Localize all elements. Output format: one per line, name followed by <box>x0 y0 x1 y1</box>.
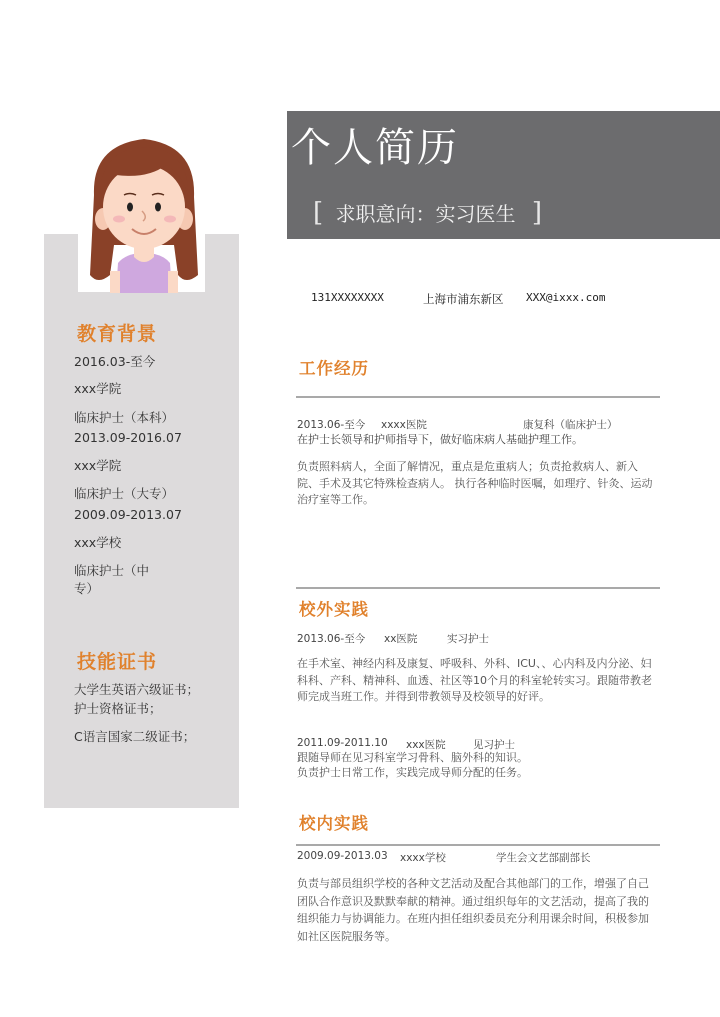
skill-item: C语言国家二级证书； <box>74 729 196 744</box>
education-title: 教育背景 <box>77 323 158 345</box>
external-role-1: 实习护士 <box>447 633 489 645</box>
skill-item: 护士资格证书； <box>74 701 162 716</box>
work-summary: 在护士长领导和护师指导下，做好临床病人基础护理工作。 <box>297 433 583 446</box>
work-date: 2013.06-至今 <box>297 419 366 431</box>
internal-details: 负责与部员组织学校的各种文艺活动及配合其他部门的工作，增强了自己团队合作意识及默默奉献的精神。通过组织每年的文艺活动，提高了我的组织能力与协调能力。在班内担任组织委员充分利用课余时间，积极参加如社区医院服务等。 <box>297 877 649 943</box>
work-title: 工作经历 <box>299 359 369 378</box>
external-line-1: 跟随导师在见习科室学习骨科、脑外科的知识。 <box>297 751 528 764</box>
education-school-3: xxx学校 <box>74 535 122 550</box>
education-date-1: 2016.03-至今 <box>74 354 156 369</box>
education-school-1: xxx学院 <box>74 381 122 396</box>
external-details-1: 在手术室、神经内科及康复、呼吸科、外科、ICU、、心内科及内分泌、妇科科、产科、精神科、血透、社区等10个月的科室轮转实习。跟随带教老师完成当班工作。并得到带教领导及校领导的好评。 <box>297 657 652 703</box>
page-title: 个人简历 <box>291 125 459 171</box>
avatar <box>86 135 202 293</box>
work-org: xxxx医院 <box>381 419 427 431</box>
external-org-1: xx医院 <box>384 633 418 645</box>
job-intent <box>313 198 542 229</box>
external-org-2: xxx医院 <box>406 739 446 751</box>
skill-item: 大学生英语六级证书； <box>74 682 200 697</box>
divider <box>296 844 660 846</box>
external-title: 校外实践 <box>299 600 369 619</box>
divider <box>296 587 660 589</box>
education-major-2: 临床护士（大专） <box>74 486 175 501</box>
contact-phone: 131XXXXXXXX <box>311 291 384 304</box>
education-major-3-cont: 专） <box>74 581 100 596</box>
internal-org: xxxx学校 <box>400 852 446 864</box>
job-intent-label: 求职意向：实习医生 <box>335 202 516 226</box>
work-details: 负责照料病人，全面了解情况，重点是危重病人；负责抢救病人、新入院、手术及其它特殊检查病人。 执行各种临时医嘱，如理疗、针灸、运动治疗室等工作。 <box>297 460 653 506</box>
skills-title: 技能证书 <box>77 651 158 673</box>
education-major-1: 临床护士（本科） <box>74 410 175 425</box>
education-date-3: 2009.09-2013.07 <box>74 507 182 522</box>
external-line-2: 负责护士日常工作，实践完成导师分配的任务。 <box>297 766 528 779</box>
contact-address: 上海市浦东新区 <box>423 292 504 306</box>
internal-date: 2009.09-2013.03 <box>297 850 388 862</box>
external-role-2: 见习护士 <box>473 739 515 751</box>
cartoon-girl-avatar-icon <box>86 135 202 293</box>
external-date-1: 2013.06-至今 <box>297 633 366 645</box>
work-role: 康复科（临床护士） <box>523 419 618 431</box>
education-school-2: xxx学院 <box>74 458 122 473</box>
education-major-3: 临床护士（中 <box>74 563 150 578</box>
internal-role: 学生会文艺部副部长 <box>496 852 591 864</box>
close-bracket: ] <box>531 198 543 228</box>
open-bracket: [ <box>313 198 324 228</box>
education-date-2: 2013.09-2016.07 <box>74 430 182 445</box>
external-date-2: 2011.09-2011.10 <box>297 737 388 749</box>
contact-email: XXX@ixxx.com <box>526 291 606 304</box>
internal-title: 校内实践 <box>299 814 369 833</box>
divider <box>296 396 660 398</box>
